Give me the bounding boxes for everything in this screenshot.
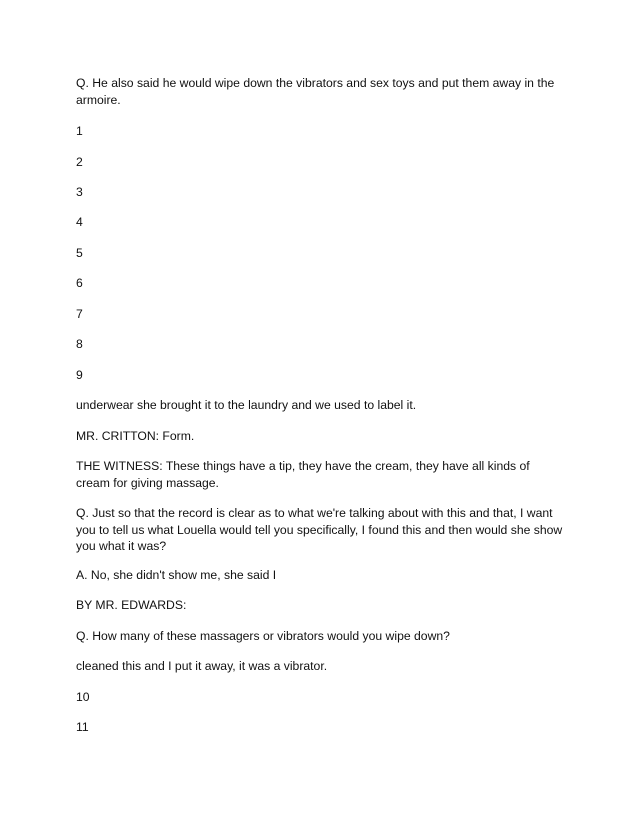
- line-number-7: 7: [76, 307, 83, 321]
- question-wipe-down-vibrators: Q. He also said he would wipe down the vibrators and sex toys and put them away in the armoire.: [76, 76, 555, 107]
- witness-answer-tip-cream: THE WITNESS: These things have a tip, they have the cream, they have all kinds of cream for giving massage.: [76, 459, 530, 490]
- examiner-heading-edwards: BY MR. EDWARDS:: [76, 598, 187, 612]
- objection-critton-form: MR. CRITTON: Form.: [76, 429, 195, 443]
- line-number-3: 3: [76, 185, 83, 199]
- line-number-9: 9: [76, 368, 83, 382]
- line-number-10: 10: [76, 690, 90, 704]
- question-how-many-massagers: Q. How many of these massagers or vibrators would you wipe down?: [76, 629, 450, 643]
- line-number-2: 2: [76, 155, 83, 169]
- line-number-8: 8: [76, 337, 83, 351]
- answer-didnt-show-me: A. No, she didn't show me, she said I: [76, 568, 277, 582]
- line-number-4: 4: [76, 215, 83, 229]
- line-number-1: 1: [76, 124, 83, 138]
- line-number-6: 6: [76, 276, 83, 290]
- line-number-11: 11: [76, 720, 89, 734]
- testimony-cleaned-vibrator: cleaned this and I put it away, it was a vibrator.: [76, 659, 328, 673]
- testimony-underwear-laundry: underwear she brought it to the laundry and we used to label it.: [76, 398, 417, 412]
- question-record-clear: Q. Just so that the record is clear as to what we're talking about with this and that, I want you to tell us what Louella would tell you specifically, I found this and then would she show you what it was?: [76, 506, 563, 553]
- line-number-5: 5: [76, 246, 83, 260]
